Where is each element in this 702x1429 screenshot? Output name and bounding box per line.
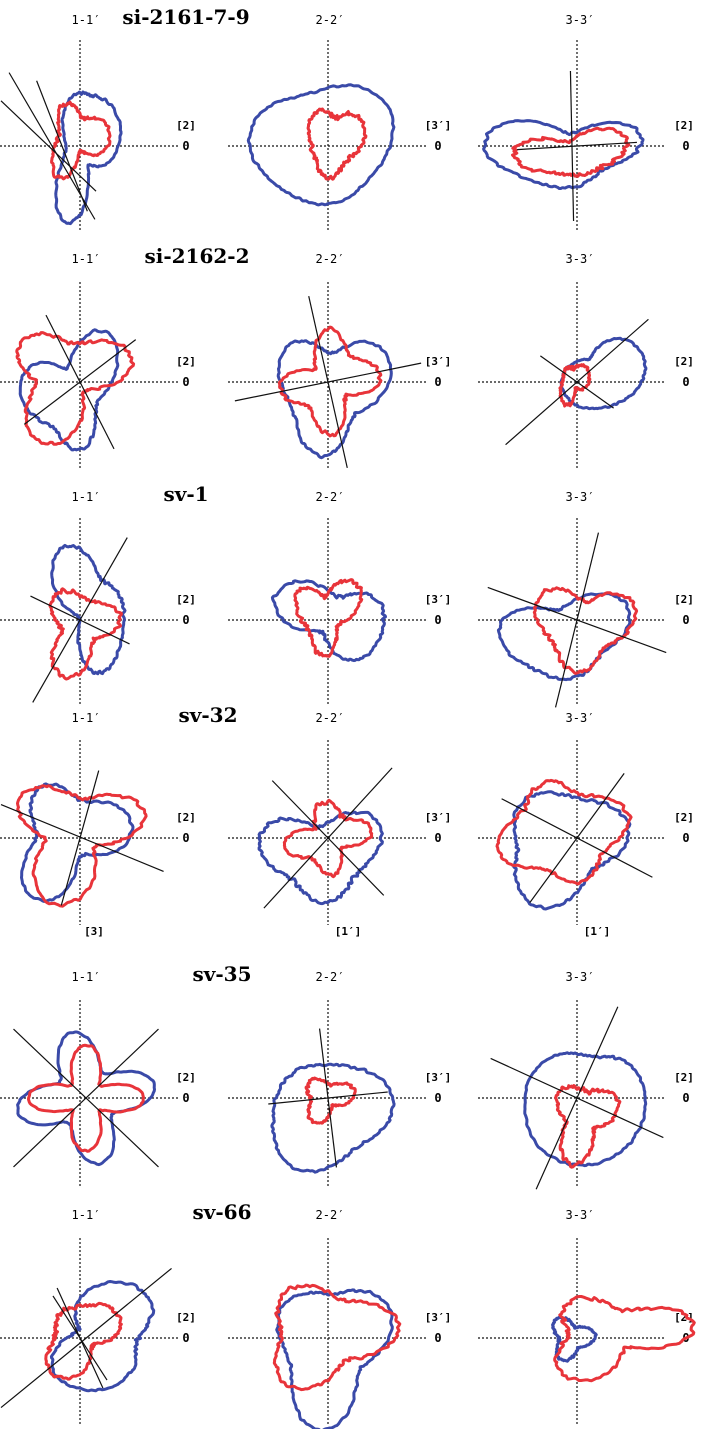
section-label: 3-3′ xyxy=(565,13,595,27)
axis-direction-label: [2] xyxy=(176,1071,196,1084)
sample-title: sv-1 xyxy=(163,482,209,506)
red-polar-curve xyxy=(46,1303,122,1379)
zero-label: 0 xyxy=(434,1091,442,1105)
zero-label: 0 xyxy=(434,1331,442,1345)
section-label: 1-1′ xyxy=(71,711,101,725)
polar-panel xyxy=(0,13,196,232)
axis-direction-label: [2] xyxy=(674,355,694,368)
polar-panel xyxy=(228,490,451,706)
axis-direction-label: [3′] xyxy=(424,1311,452,1324)
axis-bottom-label: [3] xyxy=(84,925,104,938)
blue-polar-curve xyxy=(56,92,121,224)
section-label: 3-3′ xyxy=(565,970,595,984)
polar-panel xyxy=(0,252,196,470)
axis-direction-label: [2] xyxy=(176,593,196,606)
blue-polar-curve xyxy=(277,1290,393,1429)
polar-panel xyxy=(228,13,451,232)
section-label: 2-2′ xyxy=(315,970,345,984)
zero-label: 0 xyxy=(682,613,690,627)
section-label: 3-3′ xyxy=(565,490,595,504)
section-label: 2-2′ xyxy=(315,252,345,266)
zero-label: 0 xyxy=(434,375,442,389)
polar-panel xyxy=(228,1208,451,1429)
section-label: 3-3′ xyxy=(565,1208,595,1222)
zero-label: 0 xyxy=(182,831,190,845)
zero-label: 0 xyxy=(682,139,690,153)
axis-bottom-label: [1′] xyxy=(583,925,611,938)
sample-title: si-2162-2 xyxy=(144,244,250,268)
axis-bottom-label: [1′] xyxy=(334,925,362,938)
axis-direction-label: [3′] xyxy=(424,119,452,132)
polar-panel xyxy=(478,252,694,470)
axis-direction-label: [2] xyxy=(176,1311,196,1324)
polar-panel xyxy=(478,13,694,232)
axis-direction-label: [2] xyxy=(176,811,196,824)
section-label: 3-3′ xyxy=(565,252,595,266)
section-label: 1-1′ xyxy=(71,490,101,504)
axis-direction-label: [3′] xyxy=(424,1071,452,1084)
zero-label: 0 xyxy=(682,831,690,845)
section-label: 1-1′ xyxy=(71,970,101,984)
blue-polar-curve xyxy=(525,1053,646,1166)
zero-label: 0 xyxy=(182,139,190,153)
polar-panel xyxy=(478,711,694,938)
axis-direction-label: [2] xyxy=(674,1071,694,1084)
blue-polar-curve xyxy=(51,1282,153,1391)
polar-panel xyxy=(478,1208,694,1425)
sample-title: sv-32 xyxy=(178,703,238,727)
axis-direction-label: [2] xyxy=(674,119,694,132)
zero-label: 0 xyxy=(182,375,190,389)
blue-polar-curve xyxy=(278,341,391,458)
axis-direction-label: [3′] xyxy=(424,593,452,606)
sample-title: si-2161-7-9 xyxy=(122,5,250,29)
section-label: 2-2′ xyxy=(315,13,345,27)
section-label: 1-1′ xyxy=(71,13,101,27)
section-label: 1-1′ xyxy=(71,252,101,266)
polar-panel xyxy=(478,490,694,707)
zero-label: 0 xyxy=(434,139,442,153)
zero-label: 0 xyxy=(682,1331,690,1345)
section-label: 3-3′ xyxy=(565,711,595,725)
axis-direction-label: [2] xyxy=(176,119,196,132)
polar-panel xyxy=(478,970,694,1189)
polar-panel xyxy=(228,711,451,938)
axis-direction-label: [2] xyxy=(674,593,694,606)
polar-panel xyxy=(0,711,196,938)
red-polar-curve xyxy=(308,109,366,179)
section-label: 2-2′ xyxy=(315,711,345,725)
zero-label: 0 xyxy=(182,1091,190,1105)
sample-title: sv-35 xyxy=(192,962,252,986)
zero-label: 0 xyxy=(682,1091,690,1105)
axis-direction-label: [3′] xyxy=(424,355,452,368)
sample-title: sv-66 xyxy=(192,1200,252,1224)
axis-direction-label: [2] xyxy=(674,811,694,824)
section-label: 1-1′ xyxy=(71,1208,101,1222)
section-label: 2-2′ xyxy=(315,1208,345,1222)
red-polar-curve xyxy=(560,365,590,406)
axis-direction-label: [2] xyxy=(674,1311,694,1324)
polar-panel xyxy=(228,970,451,1188)
zero-label: 0 xyxy=(434,831,442,845)
blue-polar-curve xyxy=(248,85,394,205)
blue-polar-curve xyxy=(272,1064,394,1172)
polar-panel xyxy=(0,490,196,706)
axis-direction-label: [2] xyxy=(176,355,196,368)
polar-panel xyxy=(228,252,451,470)
polar-panel xyxy=(0,970,196,1188)
axis-direction-label: [3′] xyxy=(424,811,452,824)
zero-label: 0 xyxy=(682,375,690,389)
zero-label: 0 xyxy=(182,1331,190,1345)
zero-label: 0 xyxy=(182,613,190,627)
blue-polar-curve xyxy=(514,792,630,909)
blue-polar-curve xyxy=(259,812,383,904)
polar-panel xyxy=(0,1208,196,1425)
zero-label: 0 xyxy=(434,613,442,627)
section-label: 2-2′ xyxy=(315,490,345,504)
